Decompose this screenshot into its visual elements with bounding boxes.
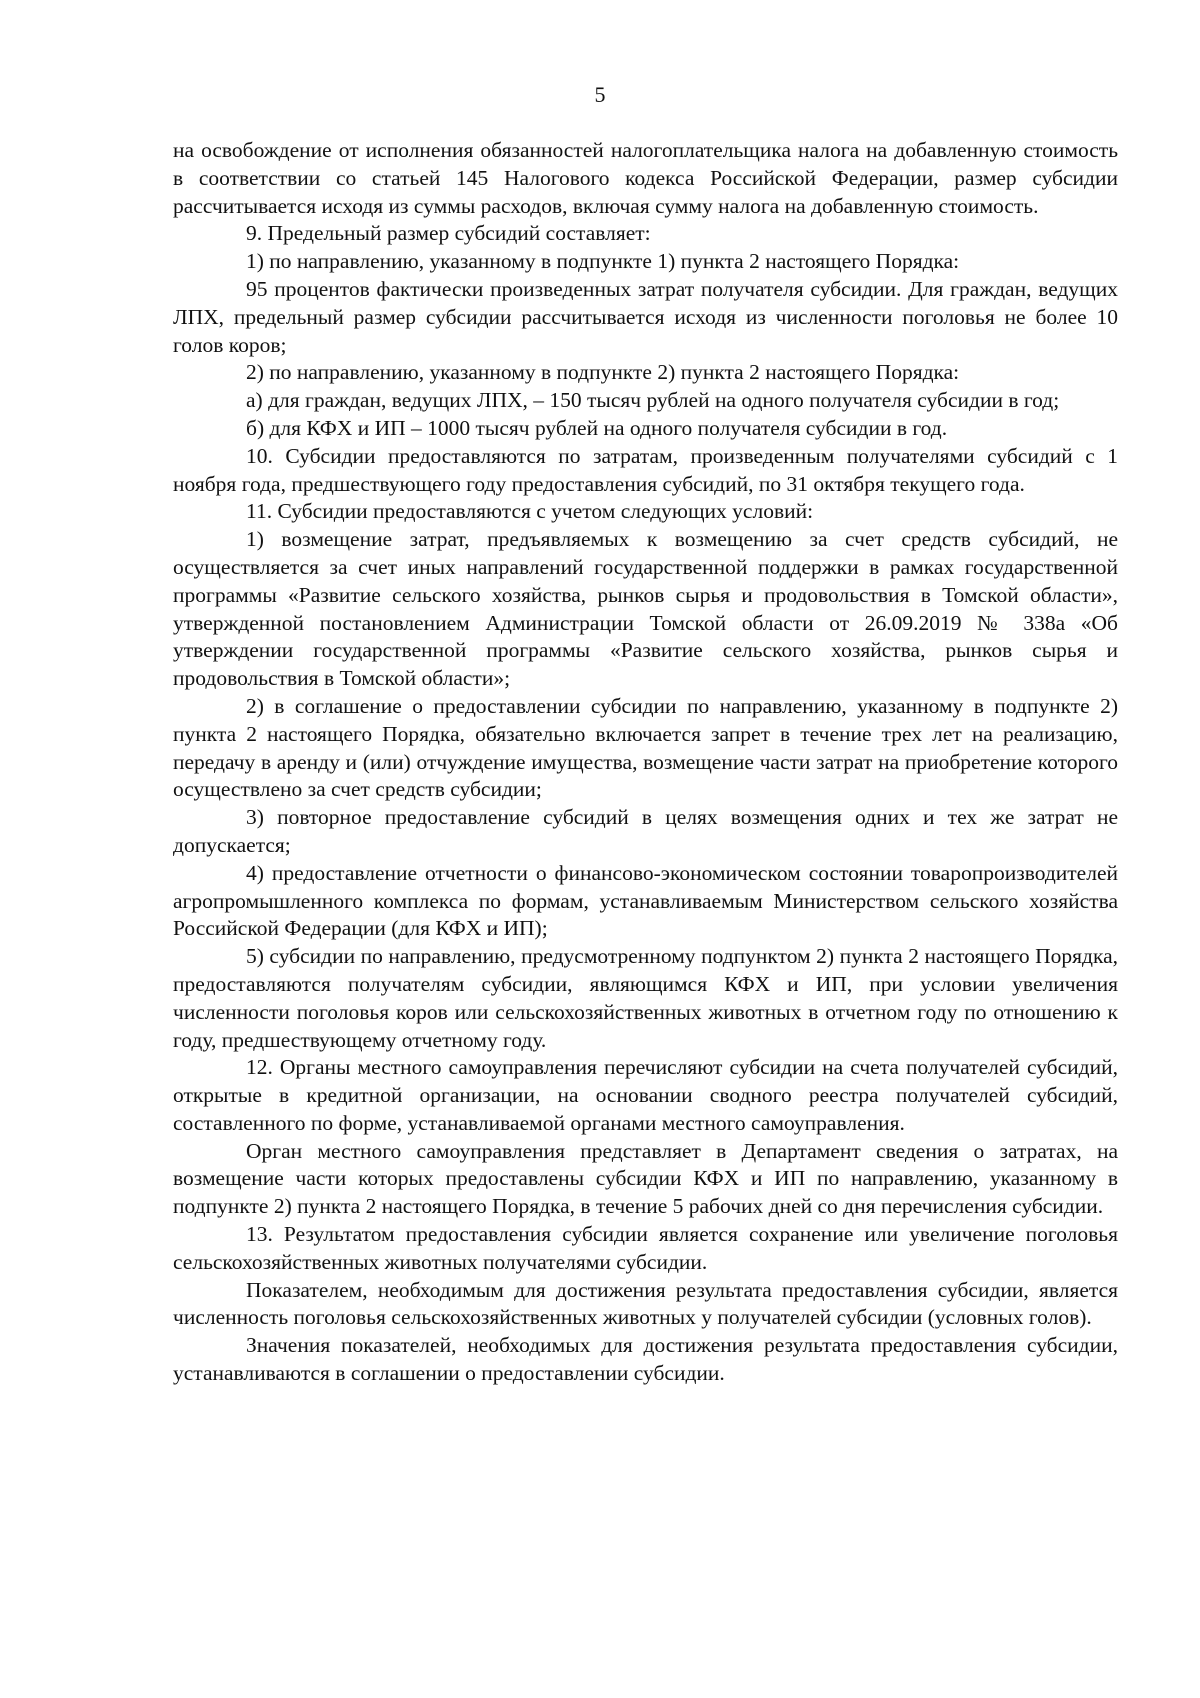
paragraph-item-11-4: 4) предоставление отчетности о финансово-экономическом состоянии товаропроизводителей агропромышленного комплекса по формам, устанавливаемым Министерством сельского хозяйства Российской Федерации (для КФХ и ИП); xyxy=(173,860,1118,941)
paragraph-item-9-2-a: а) для граждан, ведущих ЛПХ, – 150 тысяч рублей на одного получателя субсидии в год; xyxy=(246,388,1060,413)
page-number: 5 xyxy=(594,82,606,107)
paragraph-item-9-2: 2) по направлению, указанному в подпункте 2) пункта 2 настоящего Порядка: xyxy=(246,360,960,385)
paragraph-item-9-2-b: б) для КФХ и ИП – 1000 тысяч рублей на одного получателя субсидии в год. xyxy=(246,415,948,440)
paragraph-item-11-2: 2) в соглашение о предоставлении субсидии по направлению, указанному в подпункте 2) пункта 2 настоящего Порядка, обязательно включается запрет в течение трех лет на реализацию, передачу в аренду и (или) отчуждение имущества, возмещение части затрат на приобретение которого осуществлено за счет средств субсидии; xyxy=(173,693,1118,802)
paragraph-item-10: 10. Субсидии предоставляются по затратам, произведенным получателями субсидий с 1 ноября года, предшествующего году предоставления субсидий, по 31 октября текущего года. xyxy=(173,443,1118,496)
paragraph-item-12: 12. Органы местного самоуправления перечисляют субсидии на счета получателей субсидий, открытые в кредитной организации, на основании сводного реестра получателей субсидий, составленного по форме, устанавливаемой органами местного самоуправления. xyxy=(173,1055,1118,1135)
paragraph-item-11: 11. Субсидии предоставляются с учетом следующих условий: xyxy=(246,499,814,524)
paragraph-indicator: Показателем, необходимым для достижения результата предоставления субсидии, является численность поголовья сельскохозяйственных животных у получателей субсидии (условных голов). xyxy=(173,1277,1118,1330)
paragraph-indicator-values: Значения показателей, необходимых для достижения результата предоставления субсидии, устанавливаются в соглашении о предоставлении субсидии. xyxy=(173,1333,1118,1386)
paragraph-item-13: 13. Результатом предоставления субсидии является сохранение или увеличение поголовья сельскохозяйственных животных получателями субсидии. xyxy=(173,1222,1118,1274)
document-body xyxy=(173,137,1118,1388)
paragraph-item-9: 9. Предельный размер субсидий составляет: xyxy=(246,221,651,246)
paragraph-continuation: на освобождение от исполнения обязанностей налогоплательщика налога на добавленную стоимость в соответствии со статьей 145 Налогового кодекса Российской Федерации, размер субсидии рассчитывается исходя из суммы расходов, включая сумму налога на добавленную стоимость. xyxy=(173,138,1118,218)
paragraph-item-9-1: 1) по направлению, указанному в подпункте 1) пункта 2 настоящего Порядка: xyxy=(246,249,960,274)
paragraph-item-9-1-text: 95 процентов фактически произведенных затрат получателя субсидии. Для граждан, ведущих ЛПХ, предельный размер субсидии рассчитывается исходя из численности поголовья не более 10 голов коров; xyxy=(173,276,1118,357)
paragraph-item-11-5: 5) субсидии по направлению, предусмотренному подпунктом 2) пункта 2 настоящего Порядка, предоставляются получателям субсидии, являющимся КФХ и ИП, при условии увеличения численности поголовья коров или сельскохозяйственных животных в отчетном году по отношению к году, предшествующему отчетному году. xyxy=(173,944,1118,1052)
paragraph-item-11-3: 3) повторное предоставление субсидий в целях возмещения одних и тех же затрат не допускается; xyxy=(173,805,1118,857)
paragraph-item-11-1: 1) возмещение затрат, предъявляемых к возмещению за счет средств субсидий, не осуществляется за счет иных направлений государственной поддержки в рамках государственной программы «Развитие сельского хозяйства, рынков сырья и продовольствия в Томской области», утвержденной постановлением Администрации Томской области от 26.09.2019 № 338а «Об утверждении государственной программы «Развитие сельского хозяйства, рынков сырья и продовольствия в Томской области»; xyxy=(173,527,1118,691)
paragraph-item-12-reporting: Орган местного самоуправления представляет в Департамент сведения о затратах, на возмещение части которых предоставлены субсидии КФХ и ИП по направлению, указанному в подпункте 2) пункта 2 настоящего Порядка, в течение 5 рабочих дней со дня перечисления субсидии. xyxy=(173,1138,1118,1219)
